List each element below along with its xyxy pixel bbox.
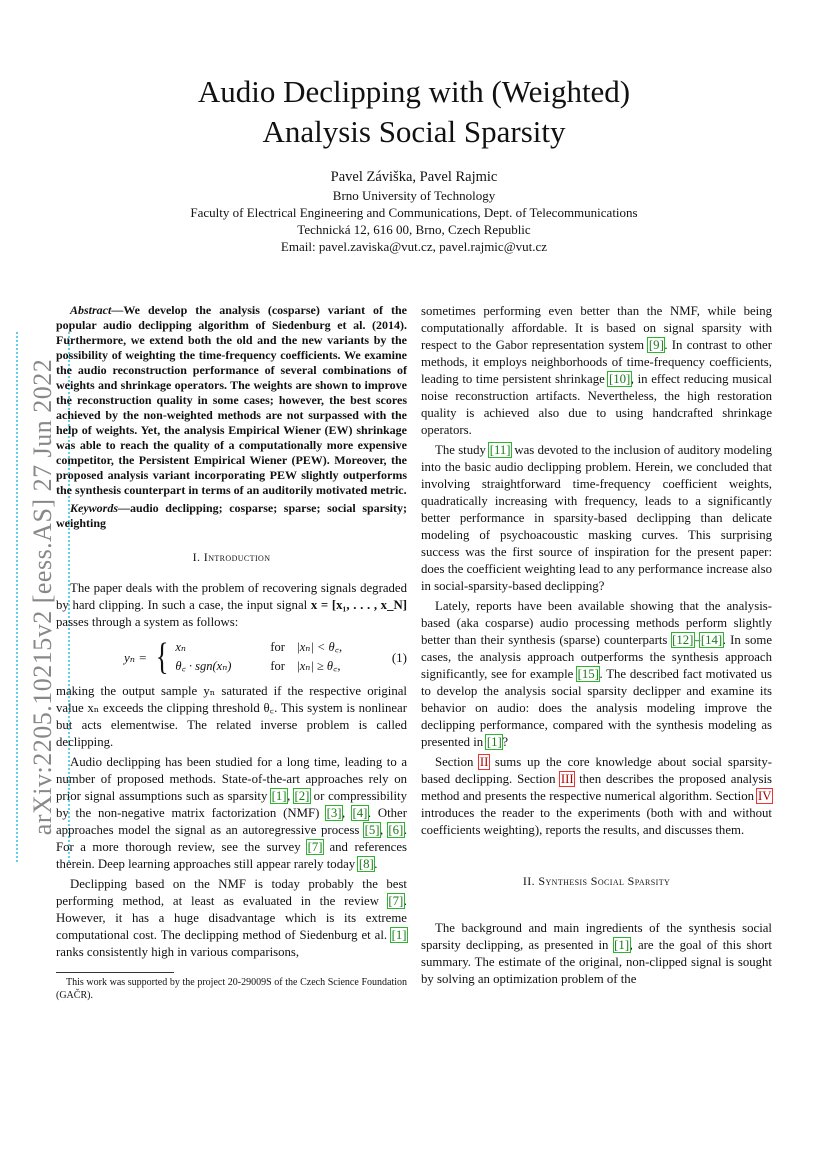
text-span: . In contrast to other methods, it employs neighborhoods of time-frequency coefficients, leading to time persistent shrinkage [421, 338, 772, 386]
abstract [56, 303, 407, 498]
text-span: . In some cases, the analysis approach outperforms the synthesis approach significantly, see for example [421, 633, 773, 681]
citation-link[interactable]: [1] [391, 928, 407, 942]
right-paragraph-3 [421, 598, 772, 751]
text-span: . [374, 857, 378, 871]
equation-cases [175, 639, 342, 675]
citation-link[interactable]: [11] [489, 443, 511, 457]
citation-link[interactable]: [10] [608, 372, 631, 386]
affiliation-faculty: Faculty of Electrical Engineering and Communications, Dept. of Telecommunications [190, 205, 638, 220]
case2-expr: θ꜀ · sgn(xₙ) [175, 659, 232, 673]
text-span: then describes the proposed analysis method and presents the respective numerical algorithm. Section [421, 772, 773, 803]
title-line-2: Analysis Social Sparsity [262, 114, 566, 149]
citation-link[interactable]: [15] [577, 667, 599, 681]
case1-expr: xₙ [175, 640, 186, 654]
text-span: . The described fact motivated us to develop the analysis social sparsity declipper and examine its behavior on audio: does the analysis modeling improve the declipping performance, compared with the synthesis modeling as presented in [421, 667, 773, 749]
equation-number: (1) [391, 649, 407, 665]
footnote: This work was supported by the project 20-29009S of the Czech Science Foundation (GAČR). [56, 977, 407, 1001]
paper-title [0, 72, 828, 152]
text-span: Declipping based on the NMF is today probably the best performing method, at least as evaluated in the review [56, 877, 407, 908]
authors: Pavel Záviška, Pavel Rajmic [330, 169, 498, 185]
title-line-1: Audio Declipping with (Weighted) [197, 74, 631, 109]
citation-link[interactable]: [3] [326, 806, 342, 820]
text-span: , [287, 789, 295, 803]
text-span: sometimes performing even better than the NMF, while being computationally affordable. It is based on signal sparsity with respect to the Gabor representation system [421, 304, 772, 352]
affiliation-email[interactable]: Email: pavel.zaviska@vut.cz, pavel.rajmic@vut.cz [280, 239, 548, 254]
affiliation-address: Technická 12, 616 00, Brno, Czech Republic [297, 222, 531, 237]
text-span: Lately, reports have been available showing that the analysis-based (aka cosparse) audio processing methods perform slightly better than their synthesis (sparse) counterparts [421, 599, 772, 647]
section-link[interactable]: II [479, 755, 489, 769]
citation-link[interactable]: [1] [271, 789, 287, 803]
section-heading-synthesis: II. Synthesis Social Sparsity [522, 874, 671, 888]
citation-link[interactable]: [12] [672, 633, 694, 647]
intro-paragraph-4 [56, 876, 407, 961]
text-span: sums up the core knowledge about social sparsity-based declipping. Section [421, 755, 772, 786]
case1-for: for [270, 640, 285, 654]
brace-icon: { [155, 636, 169, 678]
keywords [56, 501, 407, 531]
left-column [56, 303, 407, 964]
text-span: The paper deals with the problem of recovering signals degraded by hard clipping. In such a case, the input signal [56, 581, 407, 612]
text-span: ranks consistently high in various comparisons, [56, 945, 300, 959]
case2-cond: |xₙ| ≥ θ꜀, [296, 659, 341, 673]
text-span: The background and main ingredients of the synthesis social sparsity declipping, as presented in [421, 921, 772, 952]
citation-link[interactable]: [9] [648, 338, 664, 352]
citation-link[interactable]: [7] [388, 894, 404, 908]
text-span: ? [502, 735, 508, 749]
right-paragraph-4 [421, 754, 772, 839]
affiliation-university: Brno University of Technology [332, 188, 496, 203]
citation-link[interactable]: [6] [388, 823, 404, 837]
text-span: , in effect reducing musical noise reconstruction artifacts. Nevertheless, the high restoration quality is achieved also due to using handcrafted shrinkage operators. [421, 372, 772, 437]
abstract-text: —We develop the analysis (cosparse) variant of the popular audio declipping algorithm of Siedenburg et al. (2014). Furthermore, we extend both the old and the new variants by the possibility of weighting the time-frequency coefficients. We examine the audio reconstruction performance of several combinations of weights and shrinkage operators. The weights are shown to improve the reconstruction quality in some cases; however, the best scores achieved by the non-weighted methods are not surpassed with the help of weights. Yet, the analysis Empirical Wiener (EW) shrinkage was able to reach the quality of a computationally more expensive competitor, the Persistent Empirical Wiener (PEW). Moreover, the proposed analysis variant incorporating PEW slightly outperforms the synthesis counterpart in terms of an auditorily motivated metric. [56, 303, 407, 497]
citation-link[interactable]: [14] [700, 633, 723, 647]
citation-link[interactable]: [7] [307, 840, 323, 854]
section-link[interactable]: III [560, 772, 574, 786]
keywords-label: Keywords [70, 501, 118, 515]
text-span: was devoted to the inclusion of auditory modeling into the basic audio declipping problem. Herein, we concluded that involving straightforward time-frequency coefficient weights, quadratically increasing with frequency, leads to a significantly better performance in sparsity-based declipping than delicate modeling of psychoacoustic masking curves. This surprising success was the first source of inspiration for the present paper: does the coefficient weighting lead to any performance increase also in social-sparsity-based declipping? [421, 443, 772, 593]
equation-1 [56, 636, 407, 678]
equation-body [124, 636, 343, 678]
keywords-text: —audio declipping; cosparse; sparse; social sparsity; weighting [56, 501, 407, 530]
text-span: and references therein. Deep learning approaches still appear rarely today [56, 840, 407, 871]
citation-link[interactable]: [1] [614, 938, 630, 952]
case1-cond: |xₙ| < θ꜀, [296, 640, 343, 654]
citation-link[interactable]: [5] [364, 823, 380, 837]
intro-paragraph-3 [56, 754, 407, 873]
text-span: passes through a system as follows: [56, 615, 239, 629]
citation-link[interactable]: [8] [358, 857, 374, 871]
text-span: . Other approaches model the signal as an autoregressive process [56, 806, 407, 837]
text-span: introduces the reader to the experiments (both with and without coefficients weighting), reports the results, and discusses them. [421, 806, 772, 837]
right-paragraph-5 [421, 920, 772, 988]
arxiv-id: arXiv:2205.10215v2 [eess.AS] 27 Jun 2022 [28, 358, 58, 836]
citation-link[interactable]: [4] [352, 806, 368, 820]
footnote-divider [56, 972, 174, 973]
text-span: , are the goal of this short summary. The estimate of the original, non-clipped signal is sought by solving an optimization problem of the [421, 938, 772, 986]
text-span: The study [435, 443, 490, 457]
abstract-label: Abstract [70, 303, 112, 317]
section-heading-introduction: I. Introduction [192, 550, 271, 564]
text-span: Section [435, 755, 480, 769]
intro-paragraph-1 [56, 580, 407, 631]
citation-link[interactable]: [2] [294, 789, 310, 803]
text-span: . For a more thorough review, see the survey [56, 823, 408, 854]
intro-paragraph-2: making the output sample yₙ saturated if the respective original value xₙ exceeds the clipping threshold θ꜀. This system is nonlinear but acts elementwise. The related inverse problem is called declipping. [56, 684, 407, 749]
text-span: Audio declipping has been studied for a long time, leading to a number of proposed methods. State-of-the-art approaches rely on prior signal assumptions such as sparsity [56, 755, 407, 803]
text-span: or compressibility by the non-negative matrix factorization (NMF) [56, 789, 407, 820]
text-span: , [342, 806, 352, 820]
text-span: – [693, 633, 701, 647]
citation-link[interactable]: [1] [486, 735, 502, 749]
math-x-vector: x = [x₁, . . . , x_N] [310, 598, 407, 612]
text-span: , [380, 823, 388, 837]
right-paragraph-2 [421, 442, 772, 595]
equation-lhs: yₙ = [124, 649, 148, 665]
case2-for: for [270, 659, 285, 673]
section-link[interactable]: IV [757, 789, 772, 803]
text-span: . However, it has a huge disadvantage which is its extreme computational cost. The declipping method of Siedenburg et al. [56, 894, 407, 942]
right-paragraph-1 [421, 303, 772, 439]
right-column [421, 303, 772, 991]
